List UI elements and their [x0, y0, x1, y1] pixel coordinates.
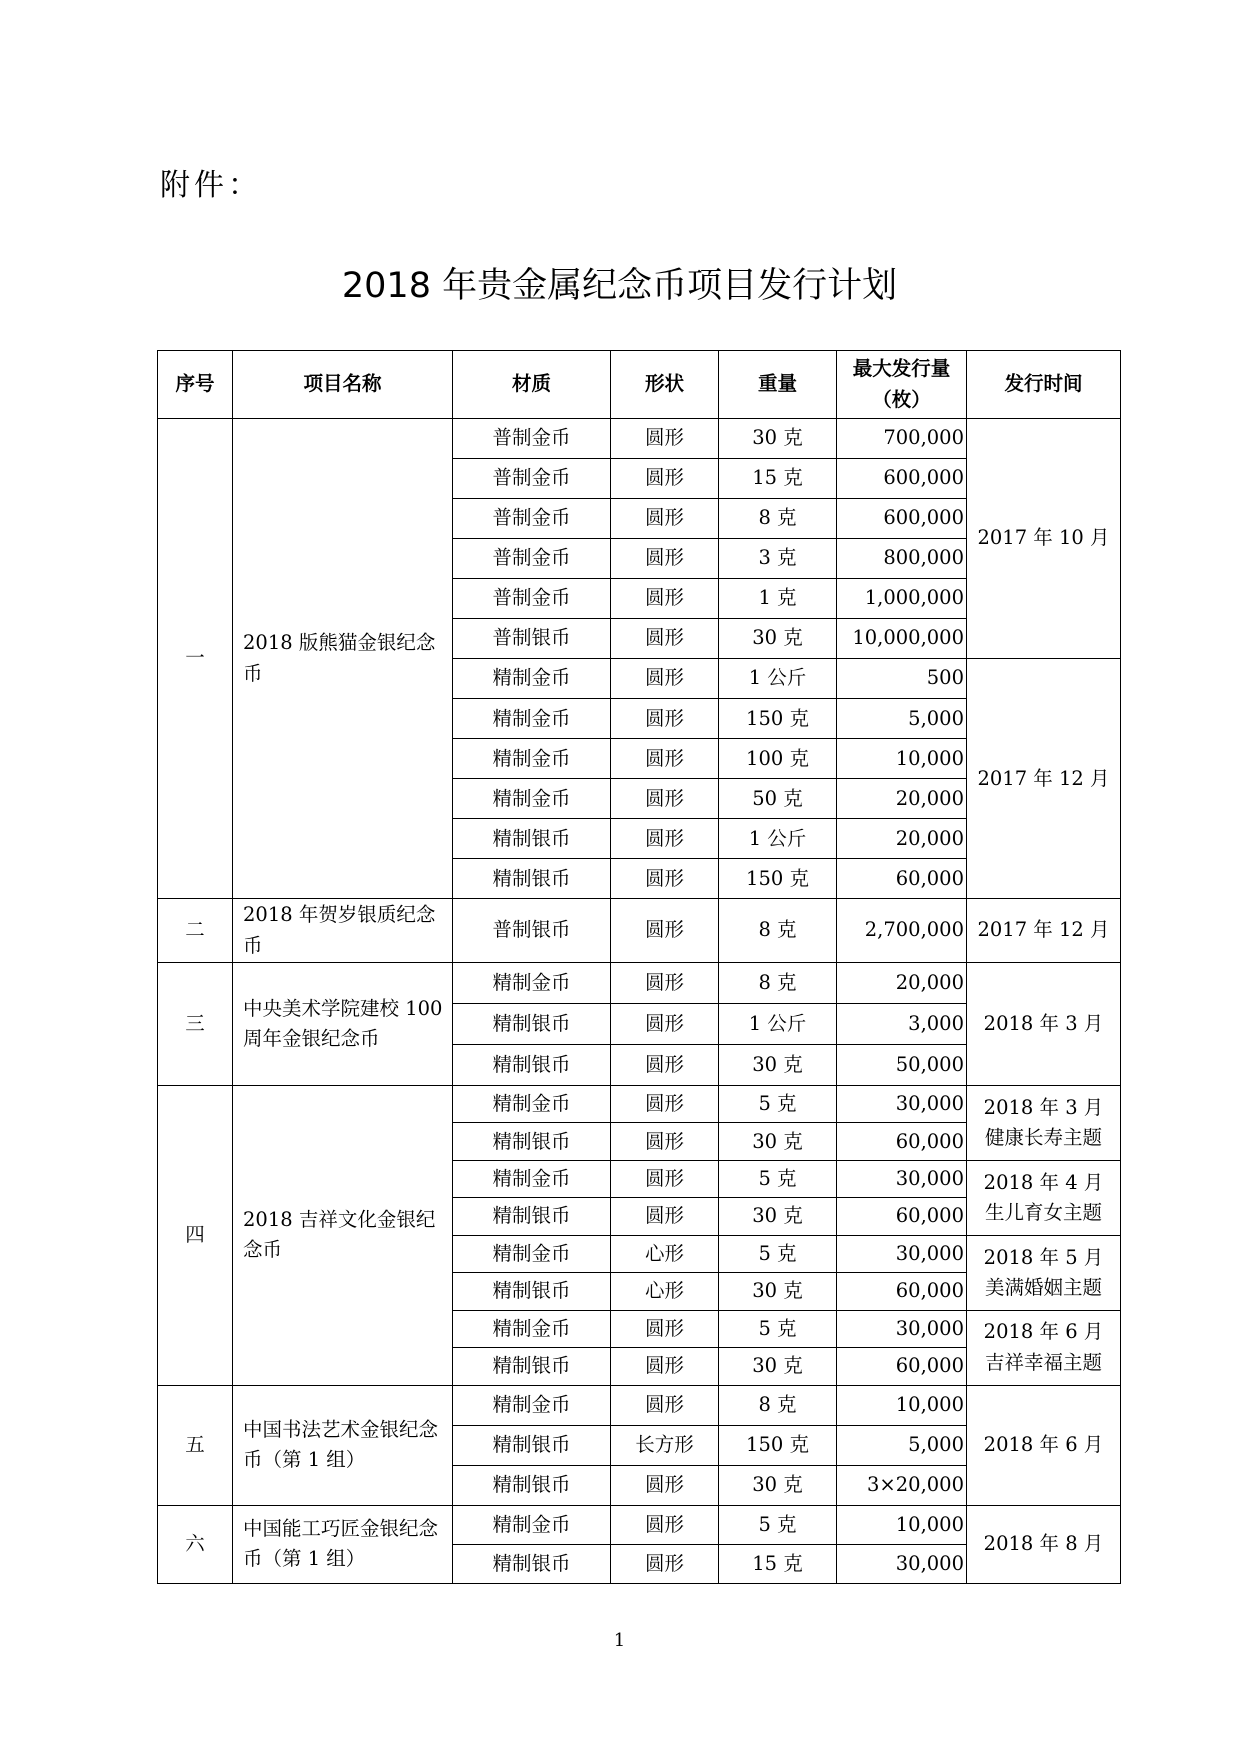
- quantity-cell: 30,000: [837, 1235, 967, 1272]
- project-number: 六: [158, 1505, 233, 1583]
- issue-time-cell: [967, 1235, 1121, 1310]
- material-cell: 精制金币: [453, 779, 611, 819]
- quantity-cell: 2,700,000: [837, 899, 967, 963]
- quantity-cell: 60,000: [837, 859, 967, 899]
- project-name: 中央美术学院建校 100 周年金银纪念币: [233, 962, 453, 1085]
- header-shape: 形状: [611, 351, 719, 419]
- weight-cell: 8 克: [719, 1385, 837, 1425]
- issue-time: 2017 年 12 月: [977, 766, 1110, 790]
- weight-cell: 8 克: [719, 899, 837, 963]
- table-body: [158, 419, 1121, 1584]
- shape-cell: 圆形: [611, 499, 719, 539]
- project-number: 一: [158, 419, 233, 899]
- shape-cell: 圆形: [611, 859, 719, 899]
- project-number: 五: [158, 1385, 233, 1505]
- weight-cell: 8 克: [719, 962, 837, 1003]
- shape-cell: 圆形: [611, 659, 719, 699]
- material-cell: 普制金币: [453, 539, 611, 579]
- shape-cell: 圆形: [611, 1085, 719, 1122]
- quantity-cell: 5,000: [837, 699, 967, 739]
- issue-time-cell: [967, 899, 1121, 963]
- weight-cell: 1 克: [719, 579, 837, 619]
- quantity-cell: 30,000: [837, 1544, 967, 1583]
- quantity-cell: 10,000,000: [837, 619, 967, 659]
- shape-cell: 圆形: [611, 1505, 719, 1544]
- header-issue-time: 发行时间: [967, 351, 1121, 419]
- issue-time-cell: [967, 1310, 1121, 1385]
- table-row: [158, 962, 1121, 1003]
- material-cell: 精制金币: [453, 1235, 611, 1272]
- quantity-cell: 5,000: [837, 1425, 967, 1465]
- material-cell: 精制金币: [453, 1160, 611, 1197]
- quantity-cell: 600,000: [837, 499, 967, 539]
- issue-time: 2018 年 8 月: [983, 1532, 1104, 1556]
- weight-cell: 1 公斤: [719, 1003, 837, 1044]
- quantity-cell: 10,000: [837, 1505, 967, 1544]
- material-cell: 精制银币: [453, 819, 611, 859]
- material-cell: 精制银币: [453, 1003, 611, 1044]
- theme-label: 吉祥幸福主题: [984, 1350, 1102, 1374]
- shape-cell: 圆形: [611, 619, 719, 659]
- table-header-row: [158, 351, 1121, 419]
- weight-cell: 150 克: [719, 699, 837, 739]
- issue-time: 2018 年 6 月: [983, 1432, 1104, 1456]
- weight-cell: 15 克: [719, 1544, 837, 1583]
- weight-cell: 8 克: [719, 499, 837, 539]
- quantity-cell: 1,000,000: [837, 579, 967, 619]
- table-row: [158, 1505, 1121, 1544]
- issue-time: 2018 年 4 月: [983, 1170, 1104, 1194]
- shape-cell: 圆形: [611, 1123, 719, 1160]
- material-cell: 精制金币: [453, 1505, 611, 1544]
- material-cell: 普制金币: [453, 579, 611, 619]
- shape-cell: 心形: [611, 1235, 719, 1272]
- quantity-cell: 600,000: [837, 459, 967, 499]
- shape-cell: 圆形: [611, 899, 719, 963]
- material-cell: 精制银币: [453, 1198, 611, 1235]
- issue-time-cell: [967, 1085, 1121, 1160]
- shape-cell: 圆形: [611, 1044, 719, 1085]
- header-max-issuance: 最大发行量（枚）: [837, 351, 967, 419]
- project-name: 2018 吉祥文化金银纪念币: [233, 1085, 453, 1385]
- document-title: 2018 年贵金属纪念币项目发行计划: [341, 266, 898, 306]
- material-cell: 精制银币: [453, 1273, 611, 1310]
- weight-cell: 30 克: [719, 1123, 837, 1160]
- weight-cell: 1 公斤: [719, 819, 837, 859]
- quantity-cell: 800,000: [837, 539, 967, 579]
- weight-cell: 30 克: [719, 419, 837, 459]
- weight-cell: 3 克: [719, 539, 837, 579]
- attachment-label: 附件：: [160, 168, 262, 203]
- quantity-cell: 700,000: [837, 419, 967, 459]
- quantity-cell: 10,000: [837, 739, 967, 779]
- header-no: 序号: [158, 351, 233, 419]
- material-cell: 精制银币: [453, 1123, 611, 1160]
- shape-cell: 圆形: [611, 819, 719, 859]
- shape-cell: 圆形: [611, 1348, 719, 1385]
- weight-cell: 5 克: [719, 1085, 837, 1122]
- quantity-cell: 30,000: [837, 1310, 967, 1347]
- shape-cell: 圆形: [611, 459, 719, 499]
- shape-cell: 圆形: [611, 1544, 719, 1583]
- material-cell: 普制金币: [453, 499, 611, 539]
- table-row: [158, 1385, 1121, 1425]
- quantity-cell: 10,000: [837, 1385, 967, 1425]
- material-cell: 精制金币: [453, 699, 611, 739]
- quantity-cell: 60,000: [837, 1348, 967, 1385]
- issue-time-cell: [967, 962, 1121, 1085]
- table-row: [158, 899, 1121, 963]
- project-name: 2018 年贺岁银质纪念币: [233, 899, 453, 963]
- issue-time-cell: [967, 1385, 1121, 1505]
- quantity-cell: 500: [837, 659, 967, 699]
- issue-time: 2017 年 12 月: [977, 918, 1110, 942]
- material-cell: 精制银币: [453, 1425, 611, 1465]
- material-cell: 精制银币: [453, 1465, 611, 1505]
- weight-cell: 15 克: [719, 459, 837, 499]
- theme-label: 生儿育女主题: [984, 1200, 1102, 1224]
- shape-cell: 圆形: [611, 1310, 719, 1347]
- weight-cell: 150 克: [719, 1425, 837, 1465]
- quantity-cell: 3,000: [837, 1003, 967, 1044]
- issue-time: 2018 年 3 月: [983, 1011, 1104, 1035]
- material-cell: 精制银币: [453, 1044, 611, 1085]
- quantity-cell: 30,000: [837, 1085, 967, 1122]
- material-cell: 精制金币: [453, 739, 611, 779]
- material-cell: 精制金币: [453, 1385, 611, 1425]
- shape-cell: 圆形: [611, 1160, 719, 1197]
- issue-time-cell: [967, 1505, 1121, 1583]
- shape-cell: 圆形: [611, 539, 719, 579]
- theme-label: 美满婚姻主题: [984, 1275, 1102, 1299]
- project-name: 中国能工巧匠金银纪念币（第 1 组）: [233, 1505, 453, 1583]
- issue-time: 2018 年 3 月: [983, 1095, 1104, 1119]
- project-name: 中国书法艺术金银纪念币（第 1 组）: [233, 1385, 453, 1505]
- project-number: 二: [158, 899, 233, 963]
- material-cell: 普制银币: [453, 899, 611, 963]
- material-cell: 精制金币: [453, 1310, 611, 1347]
- shape-cell: 圆形: [611, 419, 719, 459]
- table-row: [158, 1085, 1121, 1122]
- material-cell: 精制银币: [453, 859, 611, 899]
- material-cell: 精制金币: [453, 659, 611, 699]
- shape-cell: 心形: [611, 1273, 719, 1310]
- weight-cell: 5 克: [719, 1505, 837, 1544]
- shape-cell: 圆形: [611, 579, 719, 619]
- theme-label: 健康长寿主题: [984, 1125, 1102, 1149]
- shape-cell: 圆形: [611, 699, 719, 739]
- quantity-cell: 60,000: [837, 1198, 967, 1235]
- weight-cell: 1 公斤: [719, 659, 837, 699]
- header-name: 项目名称: [233, 351, 453, 419]
- material-cell: 精制金币: [453, 962, 611, 1003]
- shape-cell: 圆形: [611, 962, 719, 1003]
- quantity-cell: 20,000: [837, 779, 967, 819]
- weight-cell: 30 克: [719, 1044, 837, 1085]
- weight-cell: 30 克: [719, 619, 837, 659]
- table-row: [158, 419, 1121, 459]
- header-weight: 重量: [719, 351, 837, 419]
- material-cell: 普制金币: [453, 419, 611, 459]
- page-number: 1: [613, 1630, 626, 1651]
- weight-cell: 5 克: [719, 1160, 837, 1197]
- quantity-cell: 50,000: [837, 1044, 967, 1085]
- quantity-cell: 3×20,000: [837, 1465, 967, 1505]
- quantity-cell: 20,000: [837, 962, 967, 1003]
- shape-cell: 圆形: [611, 1465, 719, 1505]
- weight-cell: 5 克: [719, 1235, 837, 1272]
- shape-cell: 圆形: [611, 1385, 719, 1425]
- weight-cell: 50 克: [719, 779, 837, 819]
- issue-time-cell: [967, 419, 1121, 659]
- material-cell: 精制金币: [453, 1085, 611, 1122]
- issue-time-cell: [967, 659, 1121, 899]
- weight-cell: 30 克: [719, 1273, 837, 1310]
- issuance-plan-table: [157, 350, 1121, 1584]
- quantity-cell: 60,000: [837, 1273, 967, 1310]
- weight-cell: 100 克: [719, 739, 837, 779]
- weight-cell: 30 克: [719, 1465, 837, 1505]
- project-name: 2018 版熊猫金银纪念币: [233, 419, 453, 899]
- issue-time: 2017 年 10 月: [977, 526, 1110, 550]
- weight-cell: 30 克: [719, 1348, 837, 1385]
- weight-cell: 5 克: [719, 1310, 837, 1347]
- shape-cell: 圆形: [611, 1003, 719, 1044]
- issue-time-cell: [967, 1160, 1121, 1235]
- shape-cell: 圆形: [611, 739, 719, 779]
- material-cell: 普制银币: [453, 619, 611, 659]
- header-material: 材质: [453, 351, 611, 419]
- issue-time: 2018 年 6 月: [983, 1320, 1104, 1344]
- project-number: 三: [158, 962, 233, 1085]
- issue-time: 2018 年 5 月: [983, 1245, 1104, 1269]
- weight-cell: 30 克: [719, 1198, 837, 1235]
- material-cell: 普制金币: [453, 459, 611, 499]
- material-cell: 精制银币: [453, 1544, 611, 1583]
- shape-cell: 长方形: [611, 1425, 719, 1465]
- quantity-cell: 20,000: [837, 819, 967, 859]
- material-cell: 精制银币: [453, 1348, 611, 1385]
- shape-cell: 圆形: [611, 1198, 719, 1235]
- project-number: 四: [158, 1085, 233, 1385]
- weight-cell: 150 克: [719, 859, 837, 899]
- shape-cell: 圆形: [611, 779, 719, 819]
- quantity-cell: 60,000: [837, 1123, 967, 1160]
- quantity-cell: 30,000: [837, 1160, 967, 1197]
